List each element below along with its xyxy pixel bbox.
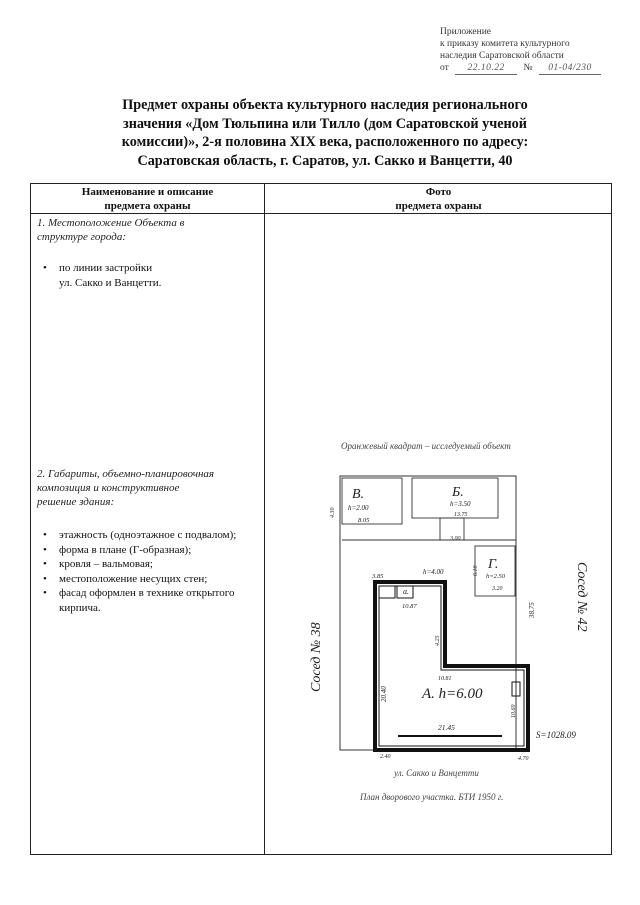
building-v-outline <box>342 478 402 524</box>
dim-300: 3.00 <box>450 536 461 542</box>
dim-3875: 38.75 <box>528 602 536 618</box>
title-line-3: комиссии)», 2-я половина XIX века, расположенного по адресу: <box>121 134 529 150</box>
section-2-list <box>37 528 259 615</box>
list-item: • по линии застройки ул. Сакко и Ванцетти. <box>37 261 259 290</box>
staircase-mark <box>379 586 395 598</box>
label-building-b: Б. <box>452 485 464 500</box>
dim-2040: 20.40 <box>380 686 388 702</box>
document-title <box>60 96 590 170</box>
label-height-400: h=4.00 <box>423 568 444 576</box>
dim-320: 3.20 <box>492 586 503 592</box>
number-prefix: № <box>523 63 533 73</box>
section-1-title: 1. Местоположение Объекта в структуре города: <box>37 217 185 243</box>
area-label: S=1028.09 <box>536 730 576 740</box>
title-line-2: значения «Дом Тюльпина или Тилло (дом Саратовской ученой <box>123 115 527 132</box>
dim-430: 4.30 <box>330 507 336 518</box>
label-building-a: А. h=6.00 <box>422 686 483 702</box>
column-header-photo: Фото предмета охраны <box>395 186 482 212</box>
label-building-b-height: h=3.50 <box>450 500 471 508</box>
dim-385: 3.85 <box>372 573 384 580</box>
date-value: 22.10.22 <box>455 62 517 75</box>
section-2-title: 2. Габариты, объемно-планировочная композиция и конструктивное решение здания: <box>37 468 215 508</box>
neighbor-right: Сосед № 42 <box>574 562 589 632</box>
site-plan-drawing <box>290 470 590 760</box>
number-value: 01-04/230 <box>539 62 601 75</box>
neighbor-left: Сосед № 38 <box>309 622 324 692</box>
label-a-small: а. <box>403 587 409 596</box>
dim-1375: 13.75 <box>454 512 468 518</box>
label-building-g: Г. <box>488 557 499 572</box>
date-prefix: от <box>440 63 449 73</box>
appendix-date-line <box>440 62 601 75</box>
street-label: ул. Сакко и Ванцетти <box>394 768 479 778</box>
dim-610: 6.10 <box>473 565 479 576</box>
appendix-line-3: наследия Саратовской области <box>440 51 564 61</box>
dim-1060: 10.60 <box>511 704 517 718</box>
column-header-description: Наименование и описание предмета охраны <box>81 186 214 212</box>
list-item: • этажность (одноэтажное с подвалом); <box>37 528 259 543</box>
appendix-line-2: к приказу комитета культурного <box>440 39 570 49</box>
dim-425: 4.25 <box>435 635 441 646</box>
label-building-v-height: h=2.00 <box>348 504 369 512</box>
dim-805: 8.05 <box>358 517 370 524</box>
appendix-line-1: Приложение <box>440 27 491 37</box>
title-line-1: Предмет охраны объекта культурного наследия регионального <box>122 97 528 113</box>
dim-240: 2.40 <box>380 754 391 760</box>
map-caption: Оранжевый квадрат – исследуемый объект <box>341 441 511 451</box>
dim-1087: 10.87 <box>402 603 417 610</box>
list-item: • форма в плане (Г-образная); <box>37 543 259 558</box>
dim-2145: 21.45 <box>438 723 455 732</box>
plan-caption: План дворового участка. БТИ 1950 г. <box>360 792 504 802</box>
dim-470: 4.70 <box>518 756 529 760</box>
list-item: • кровля – вальмовая; <box>37 557 259 572</box>
list-item: • местоположение несущих стен; <box>37 572 259 587</box>
title-line-4: Саратовская область, г. Саратов, ул. Сакко и Ванцетти, 40 <box>137 152 513 169</box>
header-divider <box>31 213 611 214</box>
label-building-v: В. <box>352 487 365 502</box>
section-1-list <box>37 261 259 290</box>
appendix-block <box>440 26 601 75</box>
column-divider <box>264 184 265 854</box>
label-building-g-height: h=2.50 <box>486 573 506 580</box>
dim-1081: 10.81 <box>438 676 452 682</box>
list-item: • фасад оформлен в технике открытого кирпича. <box>37 586 259 615</box>
